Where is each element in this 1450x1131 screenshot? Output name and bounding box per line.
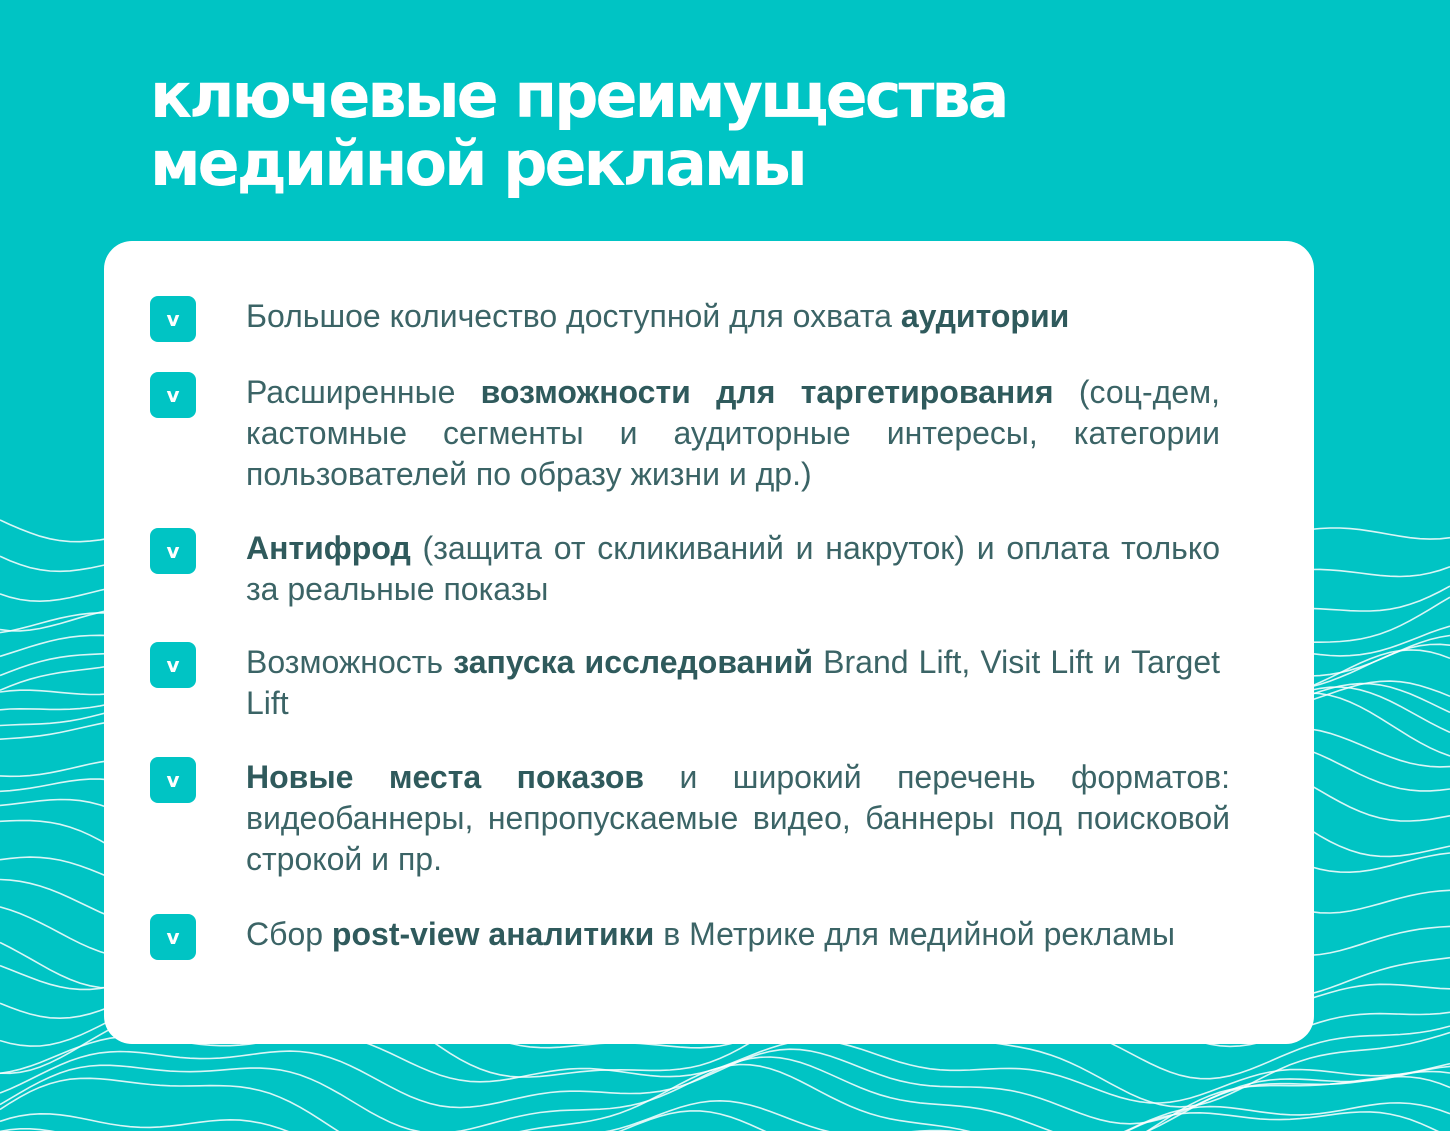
page-title — [150, 59, 1007, 200]
benefit-text: Антифрод (защита от скликиваний и накруток) и оплата только за реальные показы — [246, 530, 1220, 607]
check-icon: v — [150, 372, 196, 418]
check-icon: v — [150, 296, 196, 342]
benefit-text: Расширенные возможности для таргетирования (соц-дем, кастомные сегменты и аудиторные интересы, категории пользователей по образу жизни и др.) — [246, 374, 1221, 492]
check-icon: v — [150, 642, 196, 688]
check-icon: v — [150, 528, 196, 574]
benefit-text: Большое количество доступной для охвата аудитории — [246, 298, 1070, 334]
check-icon: v — [150, 914, 196, 960]
benefits-card — [104, 241, 1314, 1044]
benefits-list — [104, 241, 1314, 1044]
title-line-2: медийной рекламы — [150, 127, 805, 200]
title-line-1: ключевые преимущества — [150, 59, 1007, 132]
wave-line — [0, 1049, 1450, 1124]
benefit-text: Новые места показов и широкий перечень форматов: видеобаннеры, непропускаемые видео, баннеры под поисковой строкой и пр. — [246, 759, 1231, 877]
benefit-text: Возможность запуска исследований Brand Lift, Visit Lift и Target Lift — [246, 644, 1221, 721]
check-icon: v — [150, 757, 196, 803]
benefit-text: Сбор post-view аналитики в Метрике для медийной рекламы — [246, 916, 1175, 952]
